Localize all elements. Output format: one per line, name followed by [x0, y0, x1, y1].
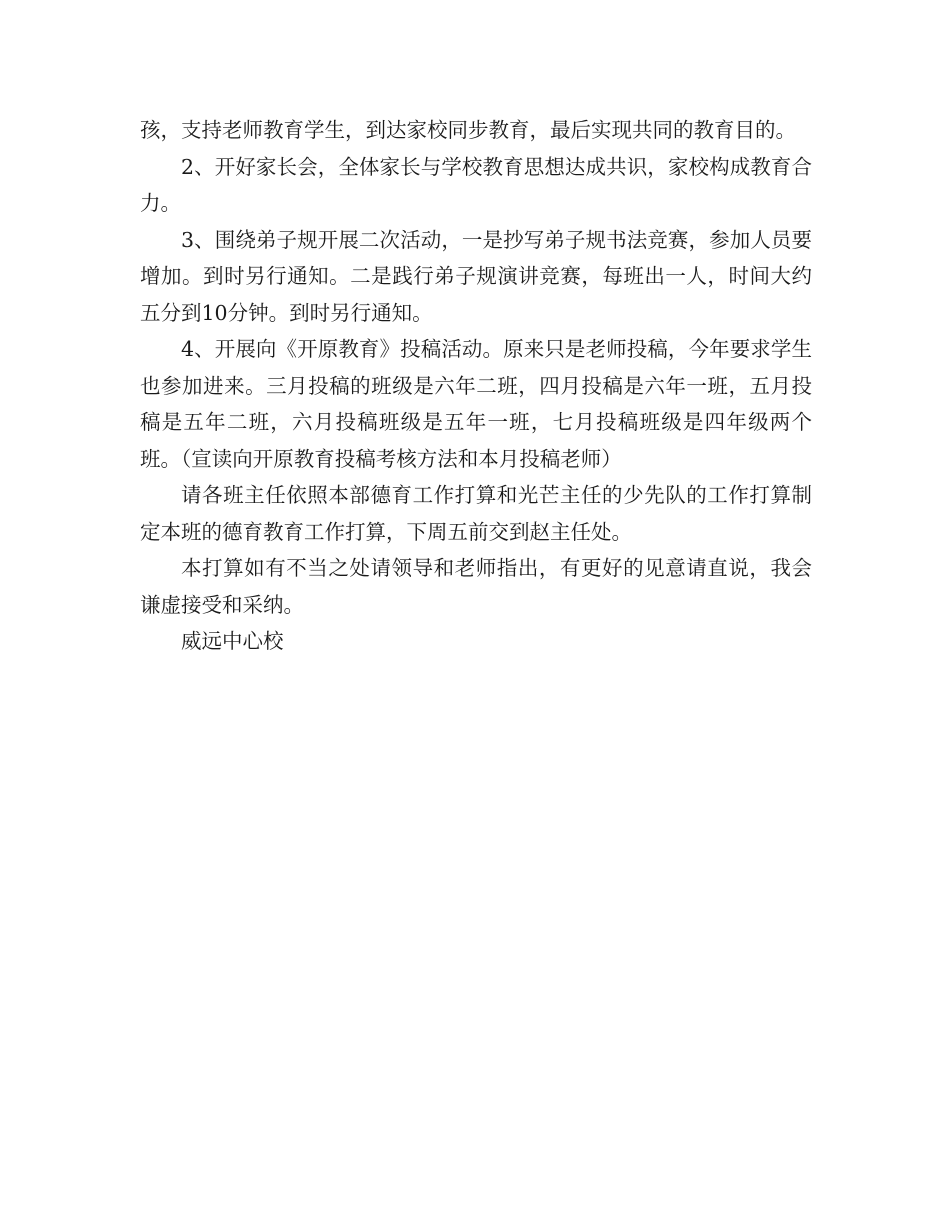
signature-school-name: 威远中心校 [181, 629, 284, 653]
paragraph-closing: 本打算如有不当之处请领导和老师指出，有更好的见意请直说，我会谦虚接受和采纳。 [140, 556, 812, 617]
paragraph-continuation: 孩，支持老师教育学生，到达家校同步教育，最后实现共同的教育目的。 [140, 118, 796, 142]
paragraph-request: 请各班主任依照本部德育工作打算和光芒主任的少先队的工作打算制定本班的德育教育工作打算，下周五前交到赵主任处。 [140, 483, 812, 544]
paragraph-item-2: 2、开好家长会，全体家长与学校教育思想达成共识，家校构成教育合力。 [140, 154, 812, 215]
document-body [140, 112, 812, 660]
paragraph-item-4: 4、开展向《开原教育》投稿活动。原来只是老师投稿，今年要求学生也参加进来。三月投稿的班级是六年二班，四月投稿是六年一班，五月投稿是五年二班，六月投稿班级是五年一班，七月投稿班级是四年级两个班。（宣读向开原教育投稿考核方法和本月投稿老师） [140, 337, 812, 471]
paragraph-item-3: 3、围绕弟子规开展二次活动，一是抄写弟子规书法竞赛，参加人员要增加。到时另行通知。二是践行弟子规演讲竞赛，每班出一人，时间大约五分到10分钟。到时另行通知。 [140, 227, 812, 325]
